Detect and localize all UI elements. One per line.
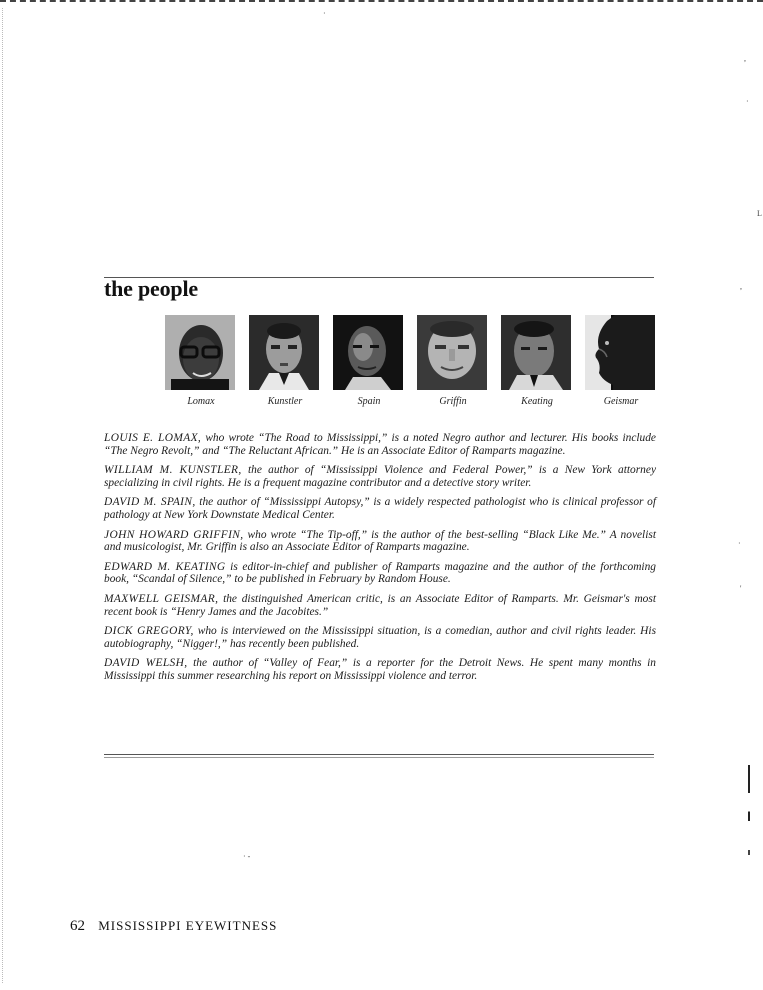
speck: · bbox=[746, 97, 749, 106]
speck: , bbox=[740, 282, 742, 291]
photo-geismar bbox=[585, 315, 655, 390]
scan-edge-bar bbox=[748, 765, 750, 920]
portrait-row bbox=[165, 315, 660, 415]
photo-spain bbox=[333, 315, 403, 390]
page-number: 62 bbox=[70, 918, 85, 934]
bio-welsh bbox=[104, 657, 656, 682]
bio-name: WILLIAM M. KUNSTLER, bbox=[104, 464, 242, 477]
page-left-edge bbox=[2, 8, 3, 983]
portrait-kunstler bbox=[249, 315, 321, 407]
portrait-keating bbox=[501, 315, 573, 407]
speck: · bbox=[738, 539, 741, 548]
contributor-bios bbox=[104, 432, 656, 690]
portrait-caption: Keating bbox=[521, 396, 553, 407]
bio-text: the author of “Mississippi Violence and Federal Power,” is a New York attorney specializing in civil rights. He is a frequent magazine contributor and a detective story writer. bbox=[104, 464, 656, 489]
bio-text: who is interviewed on the Mississippi situation, is a comedian, author and civil rights leader. His autobiography, “Nigger!,” has recently been published. bbox=[104, 625, 656, 650]
bio-name: DICK GREGORY, bbox=[104, 625, 194, 638]
portrait-caption: Spain bbox=[357, 396, 381, 407]
bio-text: the distinguished American critic, is an Associate Editor of Ramparts. Mr. Geismar's most recent book is “Henry James and the Jacobites.” bbox=[104, 592, 656, 618]
bio-text: who wrote “The Tip-off,” is the author of the best-selling “Black Like Me.” A novelist and musicologist, Mr. Griffin is also an Associate Editor of Ramparts magazine. bbox=[104, 528, 656, 554]
speck: · - bbox=[243, 852, 251, 861]
speck: L bbox=[757, 209, 762, 218]
bio-name: LOUIS E. LOMAX, bbox=[104, 432, 202, 444]
speck: , bbox=[744, 54, 746, 63]
bio-lomax bbox=[104, 432, 656, 457]
bio-griffin bbox=[104, 529, 656, 554]
bio-name: DAVID M. SPAIN, bbox=[104, 496, 196, 509]
portrait-spain bbox=[333, 315, 405, 407]
running-title: MISSISSIPPI EYEWITNESS bbox=[98, 918, 278, 933]
speck: · bbox=[323, 9, 326, 18]
portrait-lomax bbox=[165, 315, 237, 407]
portrait-geismar bbox=[585, 315, 657, 407]
bottom-rule-thin bbox=[104, 757, 654, 758]
bio-geismar bbox=[104, 593, 656, 618]
page-footer bbox=[70, 918, 277, 935]
portrait-caption: Griffin bbox=[439, 396, 467, 407]
portrait-caption: Geismar bbox=[603, 396, 639, 407]
photo-lomax bbox=[165, 315, 235, 390]
bio-text: who wrote “The Road to Mississippi,” is a noted Negro author and lecturer. His books include “The Negro Revolt,” and “The Reluctant African.” He is an Associate Editor of Ramparts magazine. bbox=[104, 432, 656, 457]
bio-text: is editor-in-chief and publisher of Ramparts magazine and the author of the forthcoming book, “Scandal of Silence,” to be published in February by Random House. bbox=[104, 560, 656, 586]
portrait-griffin bbox=[417, 315, 489, 407]
bio-spain bbox=[104, 496, 656, 521]
speck: ' bbox=[740, 584, 742, 593]
photo-kunstler bbox=[249, 315, 319, 390]
portrait-caption: Kunstler bbox=[267, 396, 303, 407]
bottom-rule bbox=[104, 754, 654, 755]
bio-gregory bbox=[104, 625, 656, 650]
bio-name: DAVID WELSH, bbox=[104, 657, 188, 670]
bio-keating bbox=[104, 561, 656, 586]
bio-name: JOHN HOWARD GRIFFIN, bbox=[104, 528, 244, 541]
bio-text: the author of “Valley of Fear,” is a reporter for the Detroit News. He spent many months in Mississippi this summer researching his report on Mississippi violence and terror. bbox=[104, 657, 656, 682]
bio-name: EDWARD M. KEATING bbox=[104, 560, 226, 573]
bio-name: MAXWELL GEISMAR, bbox=[104, 592, 219, 605]
bio-text: the author of “Mississippi Autopsy,” is a widely respected pathologist who is clinical professor of pathology at New York Downstate Medical Center. bbox=[104, 496, 656, 521]
portrait-caption: Lomax bbox=[187, 396, 215, 407]
photo-griffin bbox=[417, 315, 487, 390]
bio-kunstler bbox=[104, 464, 656, 489]
photo-keating bbox=[501, 315, 571, 390]
section-title: the people bbox=[104, 276, 198, 301]
page-top-edge bbox=[0, 0, 763, 5]
